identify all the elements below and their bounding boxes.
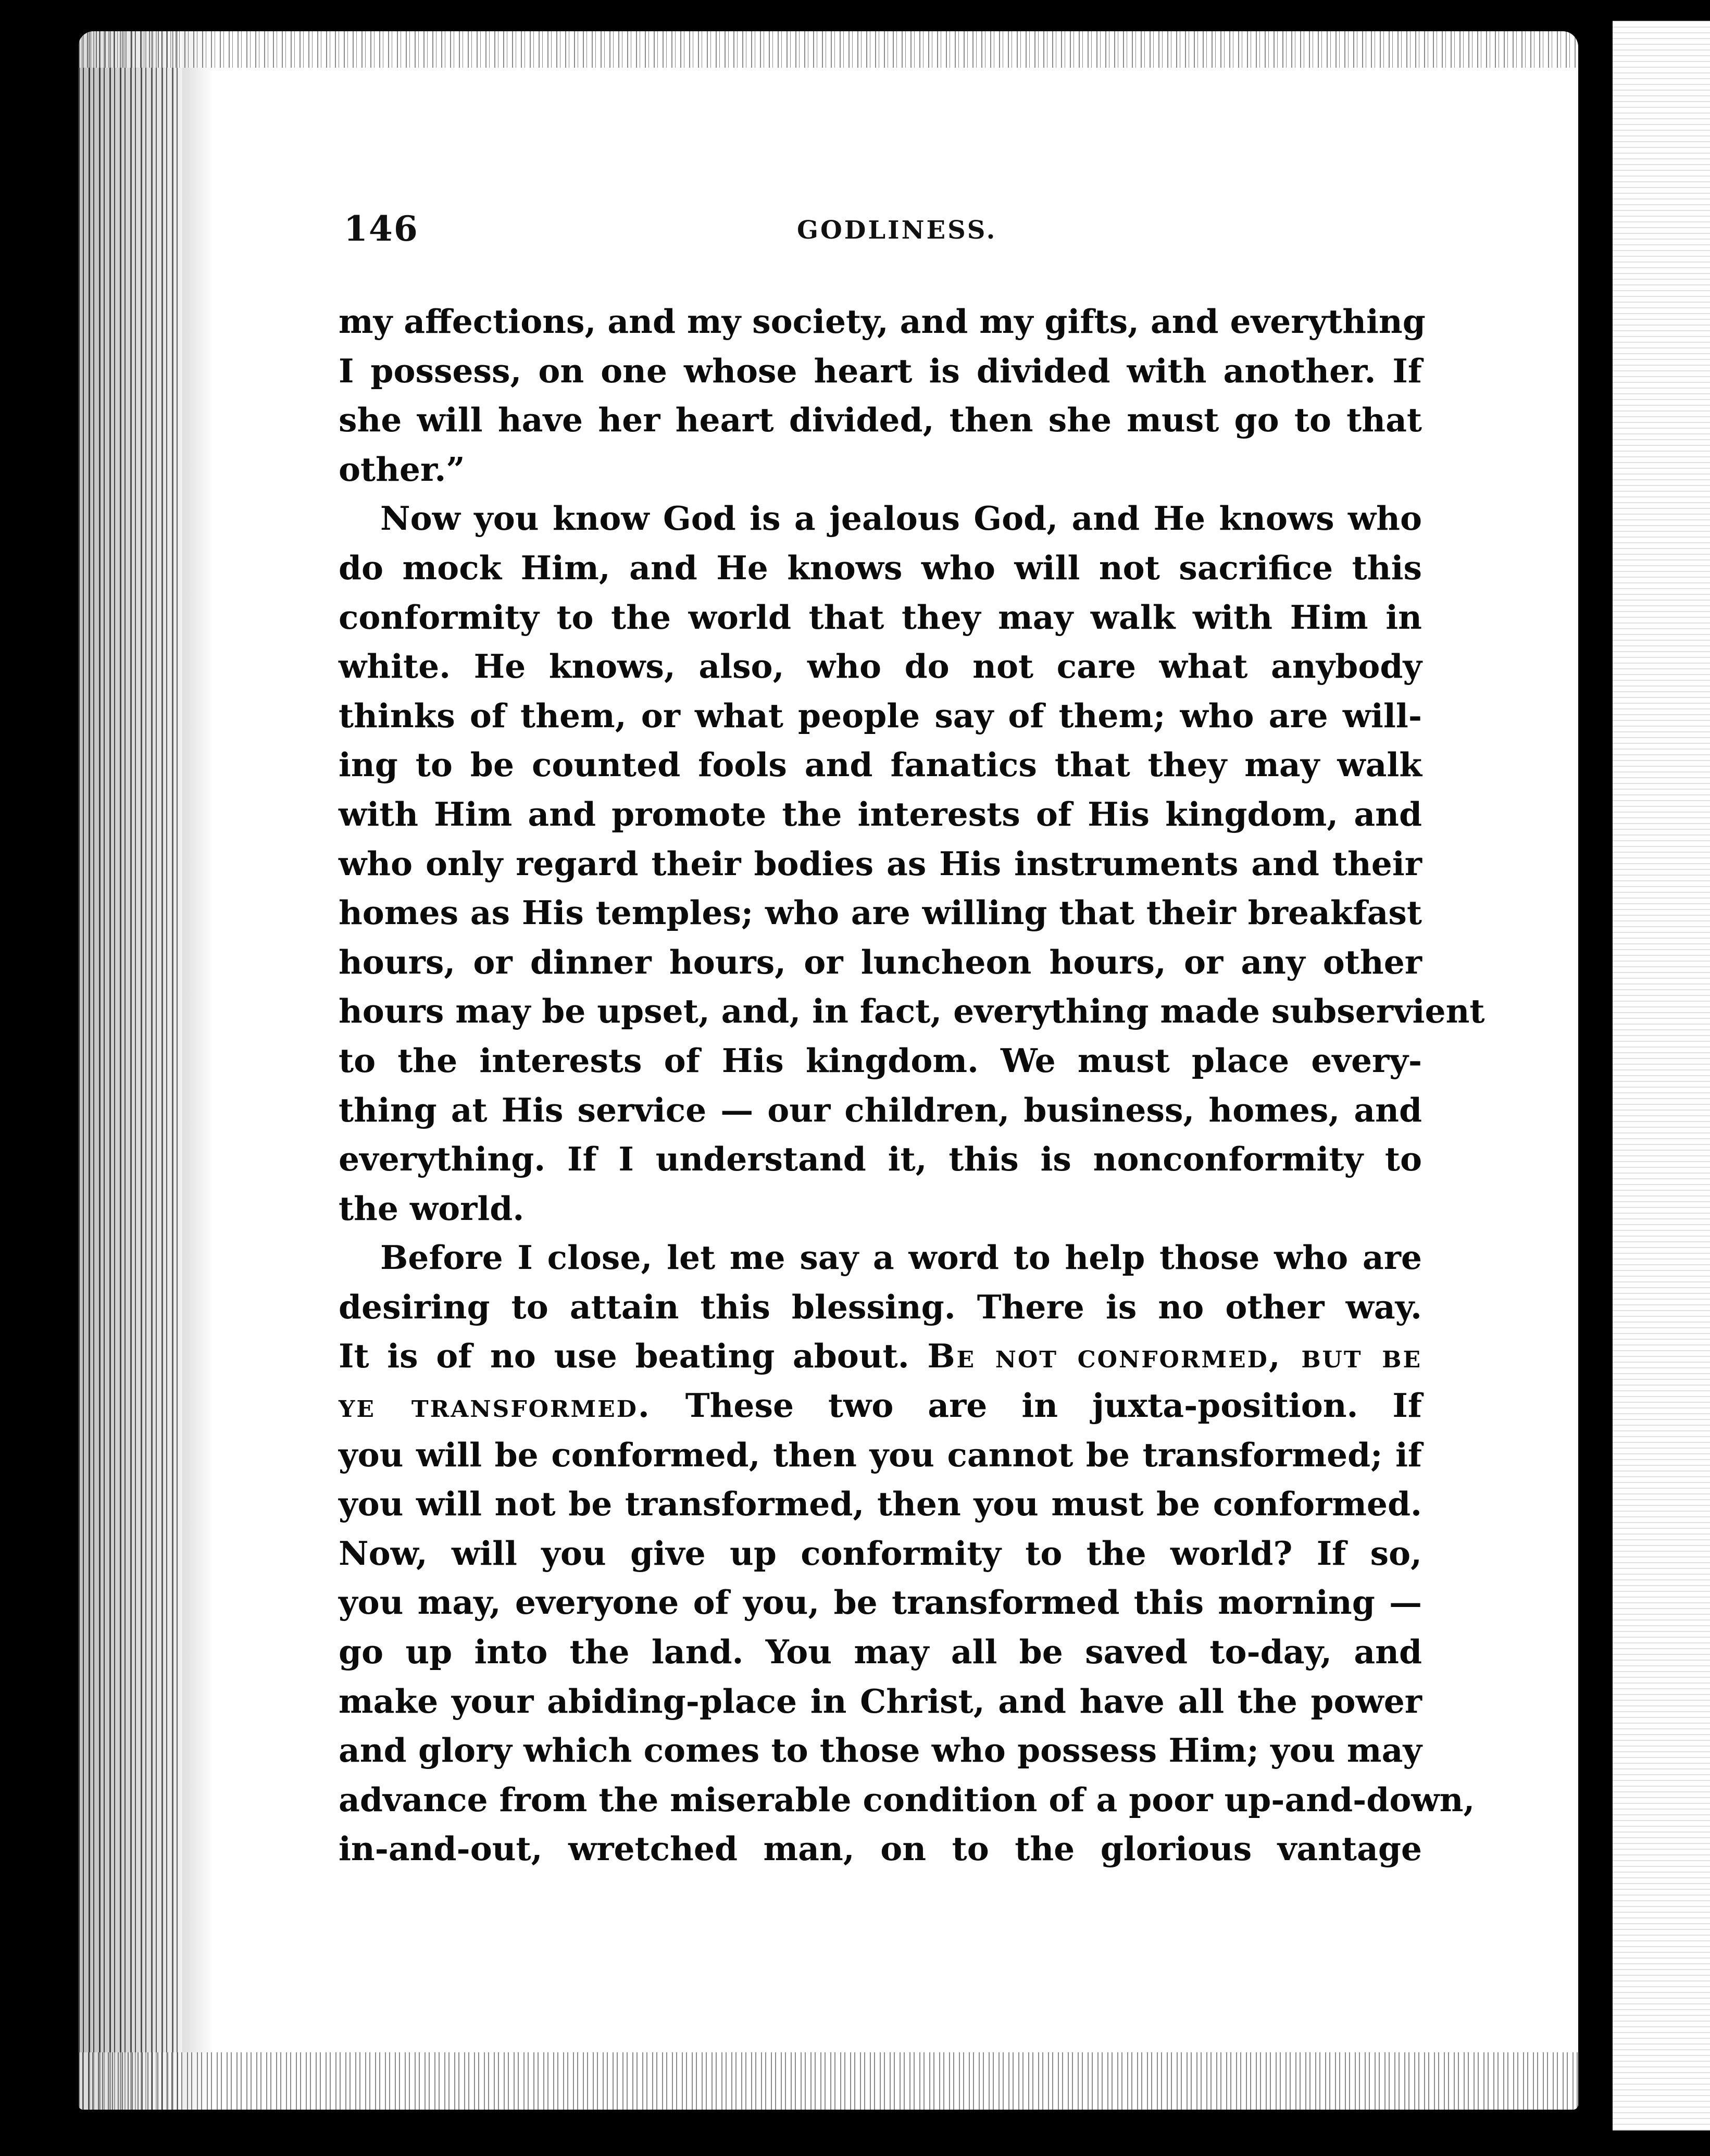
text-line: who only regard their bodies as His instruments and their (339, 844, 1422, 883)
text-line: Now you know God is a jealous God, and He knows who (380, 499, 1422, 538)
text-line: the world. (339, 1189, 525, 1228)
text-line: ing to be counted fools and fanatics that they may walk (339, 745, 1422, 784)
text-line: go up into the land. You may all be saved to-day, and (339, 1632, 1422, 1672)
text-line: hours may be upset, and, in fact, everything made subservient (339, 992, 1485, 1031)
text-run: It is of no use beating about. (339, 1337, 909, 1376)
text-line: with Him and promote the interests of His kingdom, and (339, 794, 1422, 833)
text-line: Before I close, let me say a word to help those who are (380, 1238, 1422, 1277)
text-line: everything. If I understand it, this is nonconformity to (339, 1140, 1422, 1179)
text-line: thing at His service — our children, business, homes, and (339, 1090, 1422, 1129)
facing-page-noise (1599, 21, 1710, 2130)
small-caps-run: ye transformed. (339, 1386, 651, 1425)
binding-speckle (78, 31, 182, 2110)
text-line: other.” (339, 450, 465, 489)
text-line: thinks of them, or what people say of them; who are will- (339, 696, 1422, 735)
text-line: you will not be transformed, then you must be conformed. (339, 1485, 1422, 1524)
facing-page-edge (1599, 21, 1710, 2130)
page-number: 146 (344, 208, 419, 249)
text-line: to the interests of His kingdom. We must place every- (339, 1041, 1422, 1080)
text-line: do mock Him, and He knows who will not sacrifice this (339, 548, 1422, 587)
text-line: hours, or dinner hours, or luncheon hours, or any other (339, 942, 1422, 981)
paragraph-3 (339, 1233, 1475, 1874)
text-line: homes as His temples; who are willing that their breakfast (339, 893, 1422, 932)
text-line: make your abiding-place in Christ, and have all the power (339, 1681, 1422, 1721)
top-edge-noise (78, 31, 1578, 68)
text-line: my affections, and my society, and my gifts, and everything (339, 302, 1426, 341)
text-line-with-small-caps (339, 1381, 1422, 1430)
text-line: white. He knows, also, who do not care what anybody (339, 647, 1422, 686)
paragraph-1 (339, 297, 1426, 494)
body-text (339, 297, 1485, 1874)
running-head (344, 208, 1432, 260)
text-run: These two are in juxta-position. If (685, 1386, 1422, 1425)
text-line-with-small-caps (339, 1331, 1422, 1381)
text-line: advance from the miserable condition of a poor up-and-down, (339, 1780, 1475, 1819)
text-line: in-and-out, wretched man, on to the glorious vantage (339, 1829, 1422, 1868)
text-line: I possess, on one whose heart is divided with another. If (339, 351, 1422, 390)
facing-page-shadow (1599, 21, 1613, 2130)
text-line: Now, will you give up conformity to the world? If so, (339, 1534, 1422, 1573)
text-line: you may, everyone of you, be transformed this morning — (339, 1583, 1422, 1622)
text-line: and glory which comes to those who possess Him; you may (339, 1731, 1422, 1770)
paragraph-2 (339, 494, 1485, 1233)
text-line: conformity to the world that they may walk with Him in (339, 597, 1422, 637)
small-caps-run: Be not conformed, but be (927, 1337, 1422, 1376)
running-title: GODLINESS. (797, 216, 997, 245)
bottom-edge-noise (78, 2052, 1578, 2110)
text-line: she will have her heart divided, then she must go to that (339, 401, 1422, 440)
text-line: desiring to attain this blessing. There is no other way. (339, 1287, 1422, 1326)
text-line: you will be conformed, then you cannot be transformed; if (339, 1435, 1422, 1474)
